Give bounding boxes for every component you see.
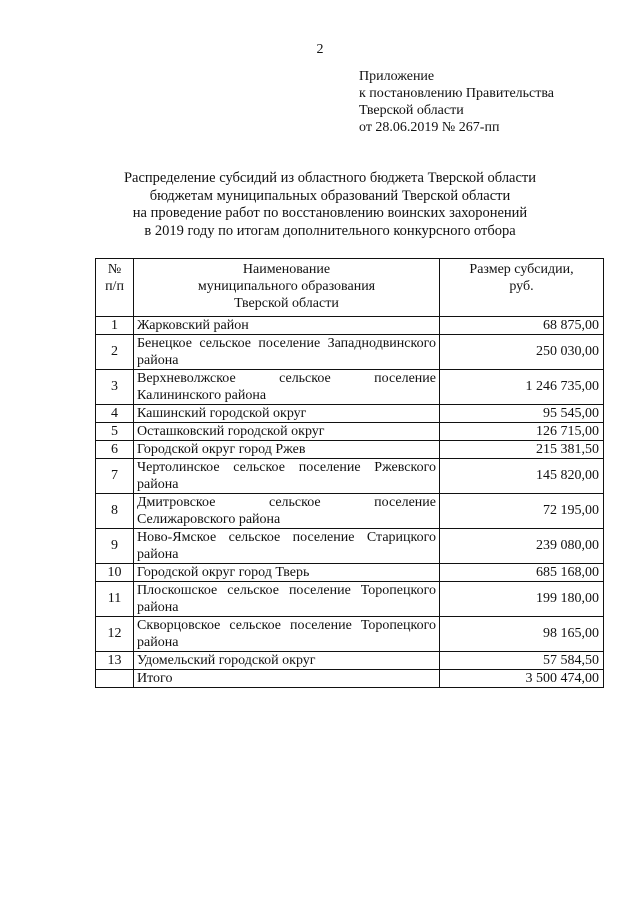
row-amount: 215 381,50 xyxy=(440,441,604,459)
row-name: Дмитровское сельское поселение Селижаровского района xyxy=(134,494,440,529)
row-name: Городской округ город Ржев xyxy=(134,441,440,459)
table-row xyxy=(96,582,604,617)
row-amount: 250 030,00 xyxy=(440,335,604,370)
row-number: 9 xyxy=(96,529,134,564)
row-amount: 68 875,00 xyxy=(440,317,604,335)
row-number: 7 xyxy=(96,459,134,494)
row-number: 1 xyxy=(96,317,134,335)
total-number-cell xyxy=(96,670,134,688)
table-header-row xyxy=(96,259,604,317)
row-number: 6 xyxy=(96,441,134,459)
document-title xyxy=(60,170,600,240)
page-number: 2 xyxy=(316,42,324,57)
row-name: Плоскошское сельское поселение Торопецкого района xyxy=(134,582,440,617)
table-row xyxy=(96,335,604,370)
row-amount: 145 820,00 xyxy=(440,459,604,494)
table-row xyxy=(96,441,604,459)
row-amount: 239 080,00 xyxy=(440,529,604,564)
appendix-block xyxy=(359,68,554,136)
row-amount: 1 246 735,00 xyxy=(440,370,604,405)
total-amount: 3 500 474,00 xyxy=(440,670,604,688)
row-amount: 126 715,00 xyxy=(440,423,604,441)
row-name: Жарковский район xyxy=(134,317,440,335)
table-row xyxy=(96,317,604,335)
row-number: 11 xyxy=(96,582,134,617)
appendix-line: к постановлению Правительства xyxy=(359,86,555,101)
table-row xyxy=(96,529,604,564)
subsidy-table xyxy=(95,258,604,688)
table-row xyxy=(96,494,604,529)
row-amount: 95 545,00 xyxy=(440,405,604,423)
row-name: Удомельский городской округ xyxy=(134,652,440,670)
total-label: Итого xyxy=(134,670,440,688)
header-name: Наименование муниципального образования Тверской области xyxy=(134,259,440,317)
header-amount: Размер субсидии, руб. xyxy=(440,259,604,317)
table-row xyxy=(96,617,604,652)
row-number: 12 xyxy=(96,617,134,652)
table-total-row xyxy=(96,670,604,688)
row-name: Чертолинское сельское поселение Ржевского района xyxy=(134,459,440,494)
title-line: на проведение работ по восстановлению воинских захоронений xyxy=(132,205,528,221)
row-number: 10 xyxy=(96,564,134,582)
row-amount: 57 584,50 xyxy=(440,652,604,670)
title-line: Распределение субсидий из областного бюджета Тверской области xyxy=(123,170,537,186)
title-line: бюджетам муниципальных образований Тверской области xyxy=(149,187,511,204)
row-number: 2 xyxy=(96,335,134,370)
row-name: Бенецкое сельское поселение Западнодвинского района xyxy=(134,335,440,370)
row-number: 8 xyxy=(96,494,134,529)
table-row xyxy=(96,564,604,582)
row-name: Ново-Ямское сельское поселение Старицкого района xyxy=(134,529,440,564)
header-number: № п/п xyxy=(96,259,134,317)
row-name: Городской округ город Тверь xyxy=(134,564,440,582)
appendix-line: Приложение xyxy=(359,69,435,84)
row-name: Скворцовское сельское поселение Торопецкого района xyxy=(134,617,440,652)
row-number: 3 xyxy=(96,370,134,405)
table-row xyxy=(96,652,604,670)
table-row xyxy=(96,459,604,494)
row-amount: 199 180,00 xyxy=(440,582,604,617)
row-number: 13 xyxy=(96,652,134,670)
appendix-line: от 28.06.2019 № 267-пп xyxy=(359,120,500,135)
table-row xyxy=(96,423,604,441)
appendix-line: Тверской области xyxy=(359,103,464,118)
row-name: Осташковский городской округ xyxy=(134,423,440,441)
row-name: Верхневолжское сельское поселение Калининского района xyxy=(134,370,440,405)
row-amount: 98 165,00 xyxy=(440,617,604,652)
row-number: 4 xyxy=(96,405,134,423)
table-row xyxy=(96,370,604,405)
row-name: Кашинский городской округ xyxy=(134,405,440,423)
title-line: в 2019 году по итогам дополнительного конкурсного отбора xyxy=(144,222,516,239)
row-number: 5 xyxy=(96,423,134,441)
table-row xyxy=(96,405,604,423)
row-amount: 72 195,00 xyxy=(440,494,604,529)
row-amount: 685 168,00 xyxy=(440,564,604,582)
